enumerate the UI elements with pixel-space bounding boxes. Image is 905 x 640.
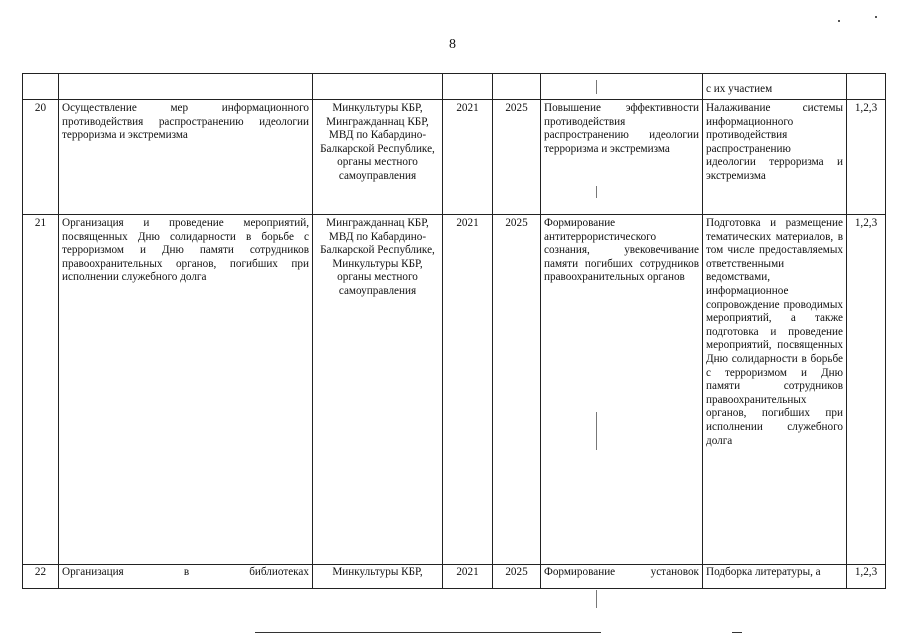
executors: Минкультуры КБР, Мингражданнац КБР, МВД по Кабардино-Балкарской Республике, органы местного самоуправления <box>313 100 443 215</box>
goal: Формирование антитеррористического сознания, увековечивание памяти погибших сотрудников правоохранительных органов <box>541 215 703 565</box>
indicator-codes: 1,2,3 <box>847 565 886 589</box>
row-number: 22 <box>23 565 59 589</box>
row-number: 20 <box>23 100 59 215</box>
cell-goal <box>541 74 703 100</box>
scan-mark <box>596 186 597 198</box>
footer-rule <box>255 632 601 633</box>
executors: Мингражданнац КБР, МВД по Кабардино-Балкарской Республике, Минкультуры КБР, органы местного самоуправления <box>313 215 443 565</box>
table-row <box>23 100 886 215</box>
end-year: 2025 <box>493 215 541 565</box>
table-row <box>23 565 886 589</box>
scan-speck <box>838 20 840 22</box>
measure-name: Организация в библиотеках <box>59 565 313 589</box>
executors: Минкультуры КБР, <box>313 565 443 589</box>
scan-mark <box>596 412 597 450</box>
expected-result: Налаживание системы информационного противодействия распространению идеологии терроризма и экстремизма <box>703 100 847 215</box>
start-year: 2021 <box>443 100 493 215</box>
indicator-codes: 1,2,3 <box>847 215 886 565</box>
end-year: 2025 <box>493 100 541 215</box>
cell-executors <box>313 74 443 100</box>
measures-table <box>22 73 886 589</box>
cell-end <box>493 74 541 100</box>
end-year: 2025 <box>493 565 541 589</box>
scan-speck <box>875 16 877 18</box>
table-row <box>23 215 886 565</box>
measure-name: Осуществление мер информационного противодействия распространению идеологии терроризма и экстремизма <box>59 100 313 215</box>
goal: Повышение эффективности противодействия распространению идеологии терроризма и экстремизма <box>541 100 703 215</box>
scan-mark <box>596 590 597 608</box>
start-year: 2021 <box>443 215 493 565</box>
row-number: 21 <box>23 215 59 565</box>
table-row-continuation <box>23 74 886 100</box>
cell-result: с их участием <box>703 74 847 100</box>
cell-num <box>23 74 59 100</box>
cell-start <box>443 74 493 100</box>
scan-mark <box>596 80 597 94</box>
expected-result: Подборка литературы, а <box>703 565 847 589</box>
cell-name <box>59 74 313 100</box>
measure-name: Организация и проведение мероприятий, посвященных Дню солидарности в борьбе с терроризмом и Дню памяти сотрудников правоохранительных органов, погибших при исполнении служебного долга <box>59 215 313 565</box>
indicator-codes: 1,2,3 <box>847 100 886 215</box>
page-number: 8 <box>449 37 456 52</box>
goal: Формирование установок <box>541 565 703 589</box>
expected-result: Подготовка и размещение тематических материалов, в том числе предоставляемых ответственными ведомствами, информационное сопровождение проводимых мероприятий, а также подготовка и проведение мероприятий, посвященных Дню солидарности в борьбе с терроризмом и Дню памяти сотрудников правоохранительных органов, погибших при исполнении служебного долга <box>703 215 847 565</box>
footer-rule <box>732 632 742 633</box>
start-year: 2021 <box>443 565 493 589</box>
cell-codes <box>847 74 886 100</box>
